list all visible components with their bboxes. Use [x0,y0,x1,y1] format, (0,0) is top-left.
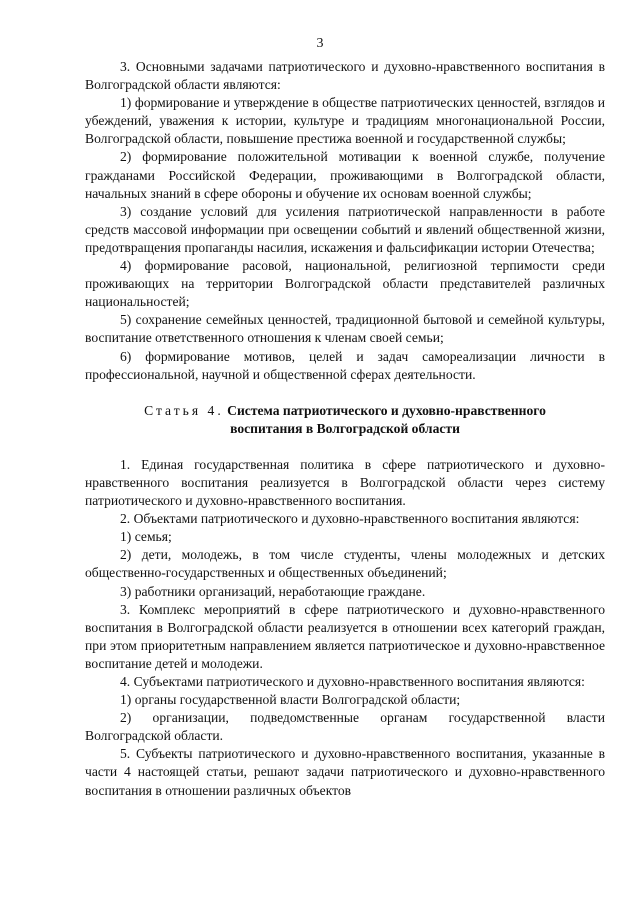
list-item: 1) семья; [120,529,172,545]
article-heading [85,402,605,438]
list-item: 2) дети, молодежь, в том числе студенты, члены молодежных и детских общественно-государственных и общественных объединений; [85,547,605,581]
list-item: 3) работники организаций, неработающие граждане. [120,583,426,599]
list-item: 2) организации, подведомственные органам государственной власти Волгоградской области. [85,710,605,744]
list-item: 6) формирование мотивов, целей и задач самореализации личности в профессиональной, научной и общественной сферах деятельности. [85,348,605,382]
page-number: 3 [316,36,324,51]
paragraph: 1. Единая государственная политика в сфере патриотического и духовно-нравственного воспитания реализуется в Волгоградской области через систему патриотического и духовно-нравственного воспитания. [85,456,605,509]
list-item: 4) формирование расовой, национальной, религиозной терпимости среди проживающих на территории Волгоградской области представителей различных национальностей; [85,258,605,310]
paragraph: 5. Субъекты патриотического и духовно-нравственного воспитания, указанные в части 4 настоящей статьи, решают задачи патриотического и духовно-нравственного воспитания в отношении различных объектов [85,746,605,798]
list-item: 3) создание условий для усиления патриотической направленности в работе средств массовой информации при освещении событий и явлений общественной жизни, предотвращения пропаганды насилия, искажения и фальсификации истории Отечества; [85,203,605,255]
document-body [85,58,605,800]
article-title-line1: Система патриотического и духовно-нравственного [227,402,546,418]
paragraph: 3. Основными задачами патриотического и духовно-нравственного воспитания в Волгоградской области являются: [85,59,605,93]
article-label: Статья 4. [144,402,224,418]
paragraph: 3. Комплекс мероприятий в сфере патриотического и духовно-нравственного воспитания в Волгоградской области реализуется в отношении всех категорий граждан, при этом приоритетным направлением является патриотическое и духовно-нравственное воспитание детей и молодежи. [85,601,605,671]
paragraph: 4. Субъектами патриотического и духовно-нравственного воспитания являются: [120,674,585,689]
article-title-line2: воспитания в Волгоградской области [230,420,460,436]
paragraph: 2. Объектами патриотического и духовно-нравственного воспитания являются: [120,511,580,527]
list-item: 1) формирование и утверждение в обществе патриотических ценностей, взглядов и убеждений, уважения к истории, культуре и традициям многонациональной России, Волгоградской области, повышение престижа военной и государственной службы; [85,95,605,147]
list-item: 1) органы государственной власти Волгоградской области; [120,692,461,708]
list-item: 5) сохранение семейных ценностей, традиционной бытовой и семейной культуры, воспитание ответственного отношения к членам своей семьи; [85,312,605,346]
list-item: 2) формирование положительной мотивации к военной службе, получение гражданами Российской Федерации, проживающими в Волгоградской области, начальных знаний в сфере обороны и обучение их основам военной службы; [85,149,605,201]
